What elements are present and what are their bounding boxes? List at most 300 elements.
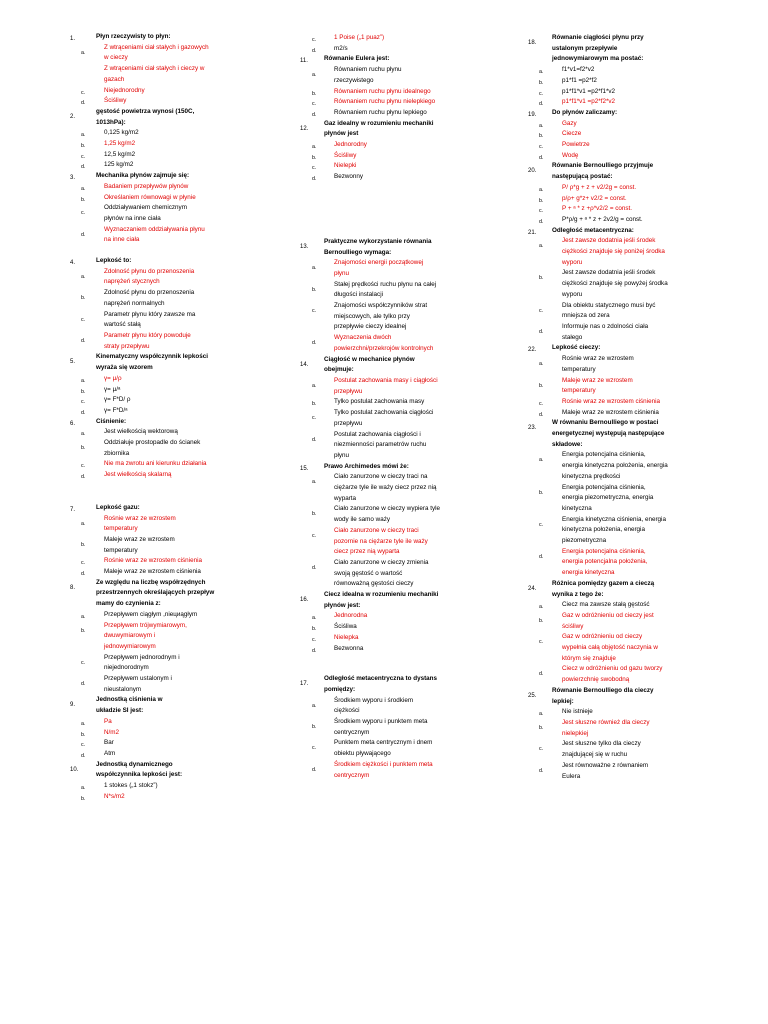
option-letter: b. <box>312 401 317 408</box>
correct-answer-text: Ciecz w odróżnieniu od gazu tworzy powierzchnię swobodną <box>562 665 663 684</box>
option-letter: b. <box>81 731 86 738</box>
answer-option <box>528 376 728 397</box>
question-text: Ciągłość w mechanice płynów obejmuje: <box>324 355 415 374</box>
option-letter: d. <box>312 436 317 443</box>
option-letter: b. <box>539 725 544 731</box>
option-letter: c. <box>81 659 86 666</box>
correct-answer-text: 1 Poise („1 puaz”) <box>334 34 385 41</box>
answer-option <box>528 408 728 419</box>
answer-option <box>528 718 728 739</box>
question-text: Jednostką dynamicznego współczynnika lepkości jest: <box>96 760 183 779</box>
question-number: 14. <box>300 361 309 368</box>
option-letter: a. <box>312 382 317 389</box>
answer-option <box>300 430 500 462</box>
option-letter: a. <box>539 186 544 193</box>
question-row <box>300 590 500 611</box>
correct-answer-text: P + ᵃ * z +ρ*v2/2 = const. <box>562 205 633 213</box>
answer-text: Bar <box>104 739 114 747</box>
question-text: Do płynów zaliczamy: <box>552 108 618 116</box>
answer-option <box>70 395 265 406</box>
question-number: 13. <box>300 243 309 250</box>
answer-option <box>70 331 265 352</box>
question-text: Mechanika płynów zajmuje się: <box>96 172 190 180</box>
option-letter: c. <box>539 521 544 528</box>
option-letter: d. <box>312 766 317 773</box>
option-letter: d. <box>81 231 86 238</box>
question-row <box>300 119 500 140</box>
answer-text: Tylko postulat zachowania masy <box>334 398 425 406</box>
option-letter: d. <box>81 753 86 759</box>
answer-text: Równaniem ruchu płynu lepkiego <box>334 108 427 116</box>
question-text: Równanie Eulera jest: <box>324 55 390 63</box>
question-text: Różnica pomiędzy gazem a cieczą wynika z tego że: <box>552 579 655 598</box>
answer-text: Parametr płynu który zawsze ma wartość stałą <box>104 310 196 329</box>
option-letter: b. <box>539 275 544 282</box>
answer-text: 0,125 kg/m2 <box>104 129 139 137</box>
answer-option <box>300 504 500 525</box>
answer-option <box>300 258 500 279</box>
answer-text: Zdolność płynu do przenoszenia naprężeń normalnych <box>104 289 195 307</box>
answer-option <box>528 268 728 300</box>
question-text: W równaniu Bernoulliego w postaci energetycznej występują następujące składowe: <box>552 419 665 448</box>
question-number: 21. <box>528 229 537 236</box>
option-letter: c. <box>312 532 317 539</box>
answer-option <box>528 515 728 547</box>
question-row <box>528 418 728 450</box>
answer-option <box>70 43 265 64</box>
option-letter: d. <box>539 411 544 418</box>
answer-option <box>528 632 728 664</box>
correct-answer-text: Ściśliwy <box>334 151 357 159</box>
option-letter: d. <box>81 571 86 578</box>
answer-text: m2/s <box>334 44 348 52</box>
option-letter: b. <box>81 541 86 548</box>
answer-option <box>70 621 265 653</box>
answer-text: Jest zawsze dodatnia jeśli środek ciężkości znajduje się powyżej środka wyporu <box>562 269 668 298</box>
question-row <box>70 417 265 428</box>
answer-text: Ciało zanurzone w cieczy traci na ciężarze tyle ile waży ciecz przez nią wyparta <box>334 473 437 502</box>
option-letter: d. <box>81 100 86 107</box>
option-letter: b. <box>312 90 317 97</box>
answer-option <box>528 183 728 194</box>
correct-answer-text: Z wtrąceniami ciał stałych i cieczy w gazach <box>104 65 205 83</box>
option-letter: d. <box>312 47 317 54</box>
answer-text: Tylko postulat zachowania ciągłości przepływu <box>334 409 434 427</box>
answer-text: Ciecz ma zawsze stałą gęstość <box>562 601 650 609</box>
answer-option <box>300 333 500 354</box>
correct-answer-text: p1*f1*v1 =p2*f2*v2 <box>562 98 616 106</box>
answer-option <box>70 406 265 417</box>
option-letter: d. <box>539 218 544 225</box>
answer-text: γ= μ/ᵃ <box>104 385 121 393</box>
correct-answer-text: N*s/m2 <box>104 792 125 800</box>
answer-option <box>528 119 728 130</box>
answer-option <box>528 236 728 268</box>
answer-option <box>528 483 728 515</box>
question-row <box>70 171 265 182</box>
question-row <box>70 32 265 43</box>
option-letter: d. <box>312 176 317 183</box>
answer-option <box>300 472 500 504</box>
answer-option <box>528 204 728 215</box>
option-letter: c. <box>312 745 317 752</box>
question-number: 18. <box>528 40 537 46</box>
answer-option <box>70 267 265 288</box>
question-number: 1. <box>70 36 76 42</box>
answer-option <box>70 717 265 728</box>
answer-text: Energia potencjalna ciśnienia, energia kinetyczna położenia, energia kinetyczna prędkości <box>562 451 668 480</box>
answer-option <box>528 140 728 151</box>
question-number: 22. <box>528 347 537 354</box>
answer-option <box>528 129 728 140</box>
answer-text: Równaniem ruchu płynu rzeczywistego <box>334 66 402 84</box>
answer-option <box>70 556 265 567</box>
option-letter: d. <box>539 671 544 678</box>
answer-option <box>70 385 265 396</box>
answer-text: Dla obiektu statycznego musi być mniejsza od zera <box>562 301 656 320</box>
answer-text: p1*f1 =p2*f2 <box>562 76 597 84</box>
option-letter: b. <box>539 197 544 204</box>
question-row <box>528 686 728 707</box>
option-letter: d. <box>539 154 544 161</box>
option-letter: b. <box>312 626 317 633</box>
column-middle <box>300 33 500 781</box>
option-letter: a. <box>312 479 317 486</box>
correct-answer-text: Energia potencjalna ciśnienia, energia potencjalna położenia, energia kinetyczna <box>562 547 648 577</box>
answer-text: Oddziaływaniem chemicznym płynów na inne ciała <box>104 204 187 222</box>
answer-text: γ= F*D/ ρ <box>104 396 131 404</box>
option-letter: b. <box>312 724 317 731</box>
question-text: Lepkość cieczy: <box>552 344 601 352</box>
option-letter: a. <box>81 185 86 192</box>
option-letter: a. <box>539 604 544 611</box>
answer-text: Jest równoważne z równaniem Eulera <box>562 761 649 780</box>
option-letter: a. <box>539 243 544 250</box>
question-number: 20. <box>528 168 537 175</box>
correct-answer-text: 1,25 kg/m2 <box>104 140 136 148</box>
correct-answer-text: Jest wielkością skalarną <box>104 471 172 479</box>
answer-option <box>300 738 500 759</box>
question-number: 23. <box>528 425 537 432</box>
answer-option <box>70 288 265 309</box>
answer-option <box>300 611 500 622</box>
option-letter: c. <box>81 153 86 160</box>
answer-option <box>528 354 728 375</box>
answer-option <box>70 535 265 556</box>
option-letter: b. <box>81 295 86 302</box>
answer-option <box>528 600 728 611</box>
question-row <box>70 107 265 128</box>
option-letter: a. <box>81 520 86 527</box>
option-letter: a. <box>539 361 544 368</box>
option-letter: d. <box>312 647 317 654</box>
answer-option <box>70 139 265 150</box>
correct-answer-text: Jest słuszne również dla cieczy nielepkiej <box>562 719 650 737</box>
answer-option <box>70 128 265 139</box>
answer-option <box>300 408 500 429</box>
answer-option <box>528 87 728 98</box>
question-text: Równanie ciągłości płynu przy ustalonym przepływie jednowymiarowym ma postać: <box>552 34 644 63</box>
answer-option <box>528 707 728 718</box>
option-letter: c. <box>539 307 544 314</box>
answer-option <box>70 653 265 674</box>
answer-option <box>70 610 265 621</box>
correct-answer-text: Nie ma zwrotu ani kierunku działania <box>104 460 207 468</box>
question-text: Prawo Archimedes mówi że: <box>324 462 409 470</box>
correct-answer-text: P/ ρ*g + z + v2/2g = const. <box>562 183 637 191</box>
column-left <box>70 32 265 803</box>
question-number: 19. <box>528 111 537 118</box>
answer-option <box>528 97 728 108</box>
answer-text: 125 kg/m2 <box>104 161 134 169</box>
answer-option <box>70 738 265 749</box>
answer-option <box>300 397 500 408</box>
option-letter: d. <box>312 111 317 118</box>
answer-text: Nie istnieje <box>562 708 593 716</box>
answer-option <box>528 664 728 685</box>
question-number: 3. <box>70 175 76 182</box>
answer-text: Jest słuszne tylko dla cieczy znajdującej się w ruchu <box>562 740 641 759</box>
answer-option <box>70 150 265 161</box>
option-letter: a. <box>312 265 317 272</box>
answer-option <box>300 633 500 644</box>
correct-answer-text: Określaniem równowagi w płynie <box>104 193 196 201</box>
answer-text: Ciało zanurzone w cieczy wypiera tyle wody ile samo waży <box>334 505 441 524</box>
answer-option <box>300 108 500 119</box>
answer-text: Stałej prędkości ruchu płynu na całej długości instalacji <box>334 280 437 299</box>
answer-option <box>70 160 265 171</box>
correct-answer-text: Nielepka <box>334 633 359 641</box>
answer-option <box>300 33 500 44</box>
option-letter: c. <box>539 639 544 646</box>
option-letter: b. <box>539 133 544 140</box>
answer-text: Środkiem wyporu i punktem meta centrycznym <box>334 718 428 736</box>
answer-text: 12,5 kg/m2 <box>104 150 136 158</box>
option-letter: c. <box>539 208 544 215</box>
correct-answer-text: Pa <box>104 717 112 725</box>
option-letter: b. <box>312 154 317 161</box>
option-letter: d. <box>312 564 317 571</box>
option-letter: c. <box>312 308 317 315</box>
question-row <box>528 33 728 65</box>
option-letter: c. <box>539 90 544 97</box>
option-letter: c. <box>81 463 86 470</box>
answer-option <box>300 376 500 397</box>
answer-option <box>300 140 500 151</box>
option-letter: a. <box>81 431 86 438</box>
answer-option <box>528 194 728 205</box>
answer-option <box>528 322 728 343</box>
question-number: 15. <box>300 465 309 472</box>
answer-option <box>528 65 728 76</box>
option-letter: c. <box>312 165 317 172</box>
option-letter: b. <box>539 489 544 496</box>
answer-option <box>300 760 500 781</box>
correct-answer-text: Znajomości energii początkowej płynu <box>334 259 424 277</box>
answer-option <box>70 193 265 204</box>
option-letter: c. <box>81 742 86 749</box>
option-letter: a. <box>81 720 86 727</box>
answer-text: P*ρ/g + ᵃ * z + 2v2/g = const. <box>562 215 643 223</box>
correct-answer-text: Badaniem przepływów płynów <box>104 182 189 190</box>
answer-option <box>70 438 265 459</box>
spacer <box>300 183 500 237</box>
answer-option <box>70 749 265 760</box>
answer-option <box>300 301 500 333</box>
answer-text: Znajomości współczynników strat miejscowych, ale tylko przy przepływie cieczy idealnej <box>334 302 428 331</box>
answer-option <box>528 76 728 87</box>
answer-text: Atm <box>104 750 116 757</box>
answer-option <box>528 215 728 226</box>
answer-text: Ściśliwa <box>334 623 357 631</box>
correct-answer-text: Rośnie wraz ze wzrostem temperatury <box>104 514 176 533</box>
question-row <box>528 108 728 119</box>
question-row <box>300 674 500 695</box>
correct-answer-text: Wodę <box>562 151 579 159</box>
answer-text: Środkiem wyporu i środkiem ciężkości <box>334 696 414 715</box>
correct-answer-text: Powietrze <box>562 141 590 149</box>
answer-option <box>300 97 500 108</box>
question-number: 7. <box>70 506 76 513</box>
question-text: Ze względu na liczbę współrzędnych przestrzennych określających przepływ mamy do czynienia z: <box>96 578 215 608</box>
answer-option <box>70 674 265 695</box>
question-number: 16. <box>300 597 309 604</box>
question-row <box>528 226 728 237</box>
correct-answer-text: Zdolność płynu do przenoszenia naprężeń stycznych <box>104 267 195 286</box>
question-number: 8. <box>70 584 76 591</box>
question-number: 12. <box>300 125 309 132</box>
answer-option <box>300 87 500 98</box>
option-letter: a. <box>81 132 86 139</box>
question-text: Lepkość gazu: <box>96 503 140 511</box>
answer-option <box>528 301 728 322</box>
answer-option <box>70 781 265 792</box>
question-text: Płyn rzeczywisty to płyn: <box>96 33 171 40</box>
correct-answer-text: Ciecze <box>562 130 582 138</box>
option-letter: b. <box>81 143 86 150</box>
correct-answer-text: Maleje wraz ze wzrostem temperatury <box>562 376 633 395</box>
correct-answer-text: Z wtrąceniami ciał stałych i gazowych w cieczy <box>104 43 209 62</box>
option-letter: a. <box>312 72 317 79</box>
answer-option <box>528 450 728 482</box>
answer-option <box>300 558 500 590</box>
question-number: 6. <box>70 420 76 427</box>
option-letter: b. <box>81 388 86 395</box>
column-right <box>528 33 728 782</box>
option-letter: d. <box>81 337 86 344</box>
option-letter: a. <box>81 377 86 384</box>
correct-answer-text: Wyznaczaniem oddziaływania płynu na inne ciała <box>104 225 205 244</box>
answer-option <box>70 374 265 385</box>
answer-option <box>70 182 265 193</box>
answer-option <box>300 644 500 655</box>
question-text: gęstość powietrza wynosi (150C, 1013hPa): <box>96 107 195 126</box>
answer-text: Maleje wraz ze wzrostem temperatury <box>104 535 175 554</box>
answer-option <box>70 567 265 578</box>
correct-answer-text: Gaz w odróżnieniu od cieczy wypełnia całą objętość naczynia w którym się znajduje <box>562 633 658 662</box>
option-letter: c. <box>312 37 317 43</box>
answer-option <box>528 611 728 632</box>
question-number: 4. <box>70 260 76 267</box>
answer-text: Maleje wraz ze wzrostem ciśnienia <box>562 408 659 416</box>
option-letter: d. <box>312 340 317 347</box>
question-text: Lepkość to: <box>96 257 132 265</box>
question-row <box>70 760 265 781</box>
option-letter: d. <box>81 681 86 688</box>
answer-option <box>300 151 500 162</box>
spacer <box>70 246 265 256</box>
answer-text: Informuje nas o zdolności ciała stałego <box>562 322 649 341</box>
question-row <box>300 462 500 473</box>
question-text: Jednostką ciśnienia w układzie SI jest: <box>96 696 163 715</box>
option-letter: c. <box>81 316 86 323</box>
question-number: 9. <box>70 702 76 709</box>
correct-answer-text: p/ρ+ g*z+ v2/2 = const. <box>562 194 627 202</box>
answer-text: Bezwonna <box>334 644 364 652</box>
option-letter: a. <box>81 785 86 792</box>
answer-option <box>300 65 500 86</box>
answer-text: Energia kinetyczna ciśnienia, energia kinetyczna położenia, energia piezometryczna <box>562 515 666 545</box>
question-row <box>300 54 500 65</box>
correct-answer-text: Postulat zachowania masy i ciągłości przepływu <box>334 376 438 395</box>
answer-text: Rośnie wraz ze wzrostem temperatury <box>562 355 634 373</box>
option-letter: c. <box>539 144 544 151</box>
option-letter: a. <box>81 49 86 56</box>
spacer <box>300 654 500 674</box>
answer-option <box>528 739 728 760</box>
correct-answer-text: Rośnie wraz ze wzrostem ciśnienia <box>562 397 660 405</box>
question-text: Ciśnienie: <box>96 417 127 425</box>
question-row <box>70 352 265 373</box>
correct-answer-text: Jednorodna <box>334 612 368 620</box>
option-letter: a. <box>539 711 544 718</box>
answer-option <box>528 397 728 408</box>
answer-option <box>70 470 265 481</box>
question-text: Odległość metacentryczna to dystans pomiędzy: <box>324 675 438 693</box>
option-letter: c. <box>312 101 317 108</box>
answer-option <box>300 161 500 172</box>
option-letter: a. <box>539 122 544 129</box>
option-letter: b. <box>539 79 544 86</box>
answer-option <box>300 280 500 301</box>
question-row <box>70 256 265 267</box>
answer-text: γ= F*D/ᵃ <box>104 406 128 414</box>
correct-answer-text: N/m2 <box>104 728 120 736</box>
answer-option <box>70 96 265 107</box>
option-letter: c. <box>81 560 86 567</box>
question-text: Kinematyczny współczynnik lepkości wyraża się wzorem <box>96 353 208 372</box>
answer-text: Przepływem ciągłym ,niециągłym <box>104 610 198 618</box>
correct-answer-text: Przepływem trójwymiarowym, dwuwymiarowym i jednowymiarowym <box>104 621 187 650</box>
option-letter: d. <box>539 767 544 774</box>
question-row <box>70 503 265 514</box>
correct-answer-text: Środkiem ciężkości i punktem meta centrycznym <box>334 760 433 779</box>
option-letter: b. <box>539 617 544 624</box>
question-row <box>300 237 500 258</box>
answer-text: Postulat zachowania ciągłości i niezmienności parametrów ruchu płynu <box>334 430 427 459</box>
option-letter: d. <box>81 164 86 171</box>
answer-option <box>70 459 265 470</box>
answer-text: Oddziałuje prostopadle do ścianek zbiornika <box>104 439 201 457</box>
answer-text: p1*f1*v1 =p2*f1*v2 <box>562 87 616 95</box>
option-letter: c. <box>539 400 544 407</box>
question-number: 24. <box>528 585 537 592</box>
option-letter: a. <box>312 144 317 151</box>
question-row <box>528 161 728 182</box>
correct-answer-text: Gaz w odróżnieniu od cieczy jest ściśliwy <box>562 611 654 630</box>
correct-answer-text: Wyznaczenia dwóch powierzchni/przekrojów kontrolnych <box>334 334 434 352</box>
question-number: 5. <box>70 359 76 366</box>
